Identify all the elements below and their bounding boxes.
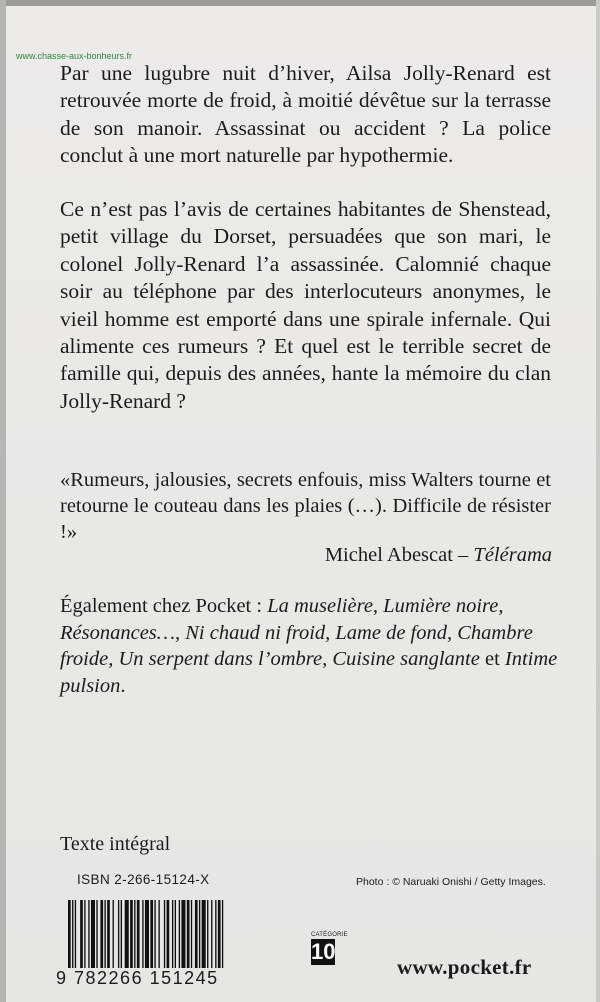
barcode-bar: [134, 900, 135, 968]
blurb-paragraph-1: Par une lugubre nuit d’hiver, Ailsa Jolly-Renard est retrouvée morte de froid, à moitié dévêtue sur la terrasse de son manoir. Assassinat ou accident ? La police conclut à une mort naturelle par hypothermie.: [60, 61, 551, 168]
barcode-bar: [100, 900, 103, 968]
quote-source: Télérama: [473, 544, 552, 566]
also-intro: Également chez Pocket :: [60, 595, 268, 617]
barcode-bar: [75, 900, 76, 968]
barcode-bar: [84, 900, 85, 968]
barcode-bar: [181, 900, 185, 968]
barcode-block: [56, 896, 284, 994]
barcode-bar: [125, 900, 129, 968]
barcode-bar: [218, 900, 221, 968]
barcode-bar: [137, 900, 140, 968]
category-badge: [311, 932, 348, 965]
cover-edge-left: [0, 0, 6, 1002]
also-and: et: [479, 648, 505, 670]
barcode-bar: [72, 900, 73, 968]
barcode-bar: [187, 900, 190, 968]
barcode-bar: [154, 900, 155, 968]
barcode-bar: [107, 900, 110, 968]
publisher-website: www.pocket.fr: [397, 955, 532, 979]
isbn: ISBN 2-266-15124-X: [77, 872, 210, 887]
barcode-bar: [80, 900, 83, 968]
barcode-bar: [164, 900, 165, 968]
barcode-bar: [142, 900, 143, 968]
barcode-bar: [167, 900, 170, 968]
also-last-title: Intime pulsion: [60, 648, 558, 697]
barcode-image: [68, 900, 274, 968]
barcode-bar: [199, 900, 200, 968]
cover-edge-right: [596, 0, 600, 1002]
blurb-paragraph-2: Ce n’est pas l’avis de certaines habitantes de Shenstead, petit village du Dorset, persuadées que son mari, le colonel Jolly-Renard l’a assassinée. Calomnié chaque soir au téléphone par des interlocuteurs anonymes, le vieil homme est emporté dans une spirale infernale. Qui alimente ces rumeurs ? Et quel est le terrible secret de famille qui, depuis des années, hante la mémoire du clan Jolly-Renard ?: [60, 197, 551, 413]
barcode-bar: [113, 900, 114, 968]
category-number: 10: [311, 939, 336, 964]
barcode-bar: [222, 900, 223, 968]
barcode-bar: [179, 900, 180, 968]
barcode-bar: [91, 900, 95, 968]
photo-credit: Photo : © Naruaki Onishi / Getty Images.: [356, 876, 546, 888]
cover-edge-top: [0, 0, 600, 6]
barcode-bar: [191, 900, 192, 968]
press-quote-attribution: [325, 542, 552, 568]
texte-integral-label: Texte intégral: [60, 833, 171, 855]
barcode-bar: [215, 900, 216, 968]
also-titles: La muselière, Lumière noire, Résonances…, Ni chaud ni froid, Lame de fond, Chambre froide, Un serpent dans l’ombre, Cuisine sanglante: [60, 595, 533, 670]
also-by-author: [60, 593, 560, 699]
barcode-bar: [202, 900, 206, 968]
barcode-bar: [121, 900, 122, 968]
barcode-bar: [130, 900, 133, 968]
barcode-bar: [172, 900, 173, 968]
barcode-bar: [104, 900, 105, 968]
barcode-bar: [96, 900, 97, 968]
press-quote: «Rumeurs, jalousies, secrets enfouis, miss Walters tourne et retourne le couteau dans les plaies (…). Difficile de résister !»: [60, 469, 551, 543]
barcode-bar: [68, 900, 71, 968]
barcode-bar: [145, 900, 149, 968]
category-label: CATÉGORIE: [311, 932, 348, 938]
barcode-bar: [211, 900, 212, 968]
barcode-bar: [158, 900, 159, 968]
watermark-url: www.chasse-aux-bonheurs.fr: [16, 51, 133, 61]
barcode-bar: [195, 900, 198, 968]
barcode-bar: [118, 900, 119, 968]
barcode-bar: [88, 900, 89, 968]
quote-author: Michel Abescat –: [324, 544, 474, 566]
barcode-bar: [175, 900, 176, 968]
barcode-bar: [207, 900, 208, 968]
barcode-number: 9 782266 151245: [56, 968, 219, 988]
barcode-bar: [150, 900, 153, 968]
also-end: .: [120, 674, 126, 697]
